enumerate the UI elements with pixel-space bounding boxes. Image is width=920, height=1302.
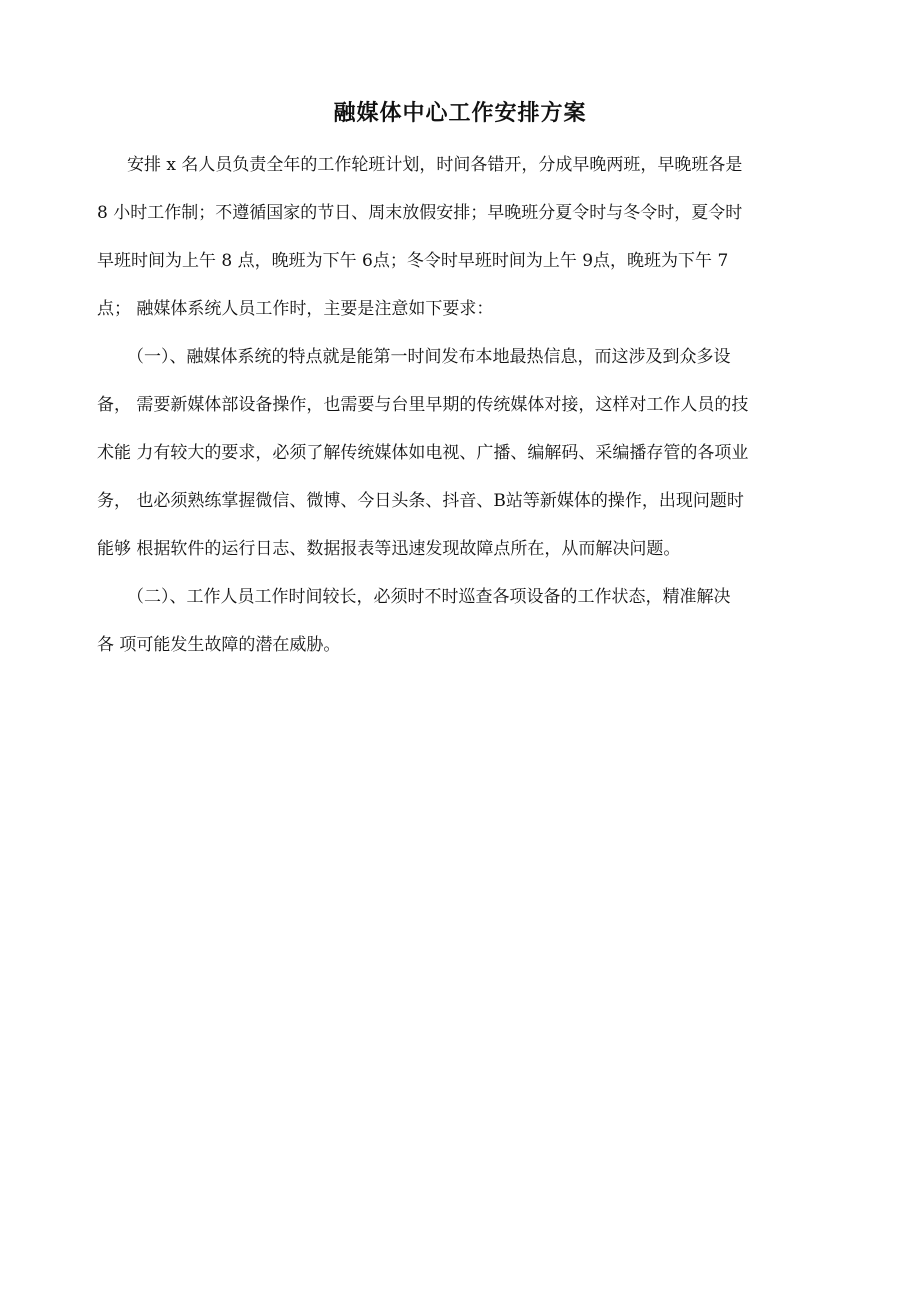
text-line: 术能 力有较大的要求，必须了解传统媒体如电视、广播、编解码、采编播存管的各项业 — [97, 443, 749, 463]
text-line: 8 小时工作制；不遵循国家的节日、周末放假安排；早晚班分夏令时与冬令时，夏令时 — [97, 203, 743, 223]
paragraph-schedule — [97, 147, 812, 339]
text-line: 安排 x 名人员负责全年的工作轮班计划，时间各错开，分成早晚两班，早晚班各是 — [127, 155, 743, 175]
text-line: 备， 需要新媒体部设备操作，也需要与台里早期的传统媒体对接，这样对工作人员的技 — [97, 395, 749, 415]
text-line: （一）、融媒体系统的特点就是能第一时间发布本地最热信息，而这涉及到众多设 — [127, 347, 731, 367]
text-line: 各 项可能发生故障的潜在威胁。 — [97, 635, 341, 655]
text-line: 早班时间为上午 8 点，晚班为下午 6点；冬令时早班时间为上午 9点，晚班为下午 7 — [97, 251, 729, 271]
document-body — [97, 147, 812, 675]
text-line: 点； 融媒体系统人员工作时，主要是注意如下要求： — [97, 299, 494, 319]
text-line: 务， 也必须熟练掌握微信、微博、今日头条、抖音、B站等新媒体的操作，出现问题时 — [97, 491, 744, 511]
text-line: （二）、工作人员工作时间较长，必须时不时巡查各项设备的工作状态，精准解决 — [127, 587, 731, 607]
document-title: 融媒体中心工作安排方案 — [333, 101, 587, 126]
paragraph-requirement-2 — [97, 579, 812, 675]
text-line: 能够 根据软件的运行日志、数据报表等迅速发现故障点所在，从而解决问题。 — [97, 539, 681, 559]
paragraph-requirement-1 — [97, 339, 812, 579]
